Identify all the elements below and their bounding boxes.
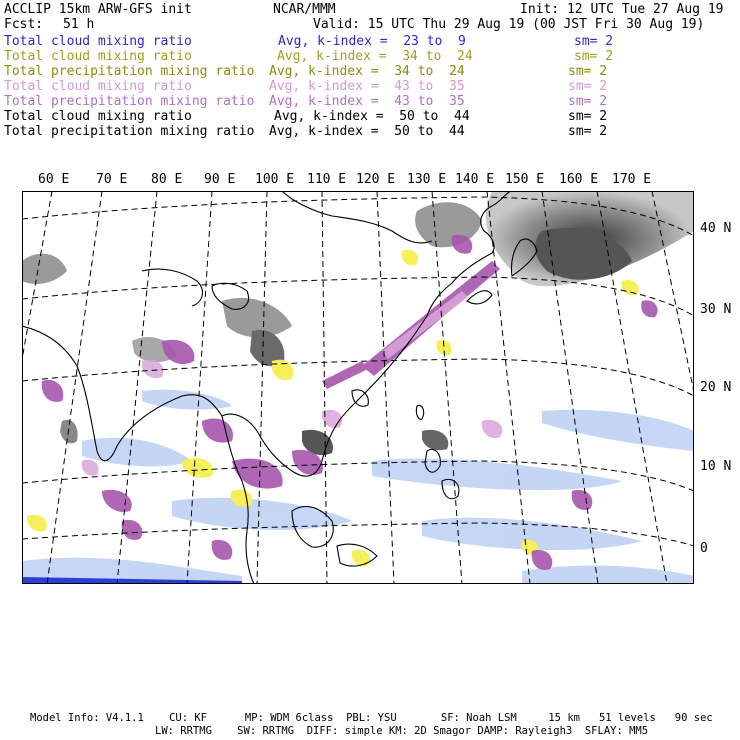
latitude-label: 20 N [700,380,732,395]
legend-avg-label: Avg, k-index = 23 to 9 [278,34,466,49]
longitude-label: 130 E [407,172,447,187]
model-info-line1: Model Info: V4.1.1 CU: KF MP: WDM 6class PBL: YSU SF: Noah LSM 15 km 51 levels 90 sec [30,712,713,724]
latitude-label: 0 [700,541,708,556]
longitude-label: 70 E [96,172,128,187]
org-label: NCAR/MMM [273,2,336,17]
longitude-label: 120 E [356,172,396,187]
legend-smoothing-label: sm= 2 [568,124,608,139]
legend-avg-label: Avg, k-index = 50 to 44 [274,109,470,124]
legend-smoothing-label: sm= 2 [568,79,608,94]
longitude-label: 80 E [151,172,183,187]
legend-avg-label: Avg, k-index = 34 to 24 [277,49,473,64]
legend-avg-label: Avg, k-index = 43 to 35 [269,94,465,109]
legend-avg-label: Avg, k-index = 43 to 35 [269,79,465,94]
legend-field-label: Total precipitation mixing ratio [4,124,255,139]
legend-field-label: Total cloud mixing ratio [4,79,192,94]
latitude-label: 10 N [700,459,732,474]
legend-smoothing-label: sm= 2 [574,49,614,64]
longitude-label: 110 E [307,172,347,187]
latitude-label: 40 N [700,221,732,236]
legend-field-label: Total cloud mixing ratio [4,109,192,124]
legend-field-label: Total cloud mixing ratio [4,49,192,64]
legend-smoothing-label: sm= 2 [568,109,608,124]
forecast-label: Fcst: [4,17,44,32]
longitude-label: 160 E [559,172,599,187]
longitude-label: 60 E [38,172,70,187]
forecast-hours: 51 h [63,17,95,32]
longitude-label: 90 E [204,172,236,187]
model-info-line2: LW: RRTMG SW: RRTMG DIFF: simple KM: 2D Smagor DAMP: Rayleigh3 SFLAY: MM5 [155,725,649,737]
valid-time: Valid: 15 UTC Thu 29 Aug 19 (00 JST Fri 30 Aug 19) [313,17,705,32]
legend-field-label: Total precipitation mixing ratio [4,94,255,109]
init-time: Init: 12 UTC Tue 27 Aug 19 [520,2,724,17]
model-title: ACCLIP 15km ARW-GFS init [4,2,192,17]
legend-smoothing-label: sm= 2 [568,94,608,109]
longitude-label: 170 E [612,172,652,187]
legend-avg-label: Avg, k-index = 50 to 44 [269,124,465,139]
latitude-label: 30 N [700,302,732,317]
legend-field-label: Total precipitation mixing ratio [4,64,255,79]
longitude-label: 140 E [455,172,495,187]
forecast-map [22,191,694,584]
longitude-label: 150 E [505,172,545,187]
legend-smoothing-label: sm= 2 [574,34,614,49]
longitude-label: 100 E [255,172,295,187]
legend-avg-label: Avg, k-index = 34 to 24 [269,64,465,79]
legend-field-label: Total cloud mixing ratio [4,34,192,49]
legend-smoothing-label: sm= 2 [568,64,608,79]
